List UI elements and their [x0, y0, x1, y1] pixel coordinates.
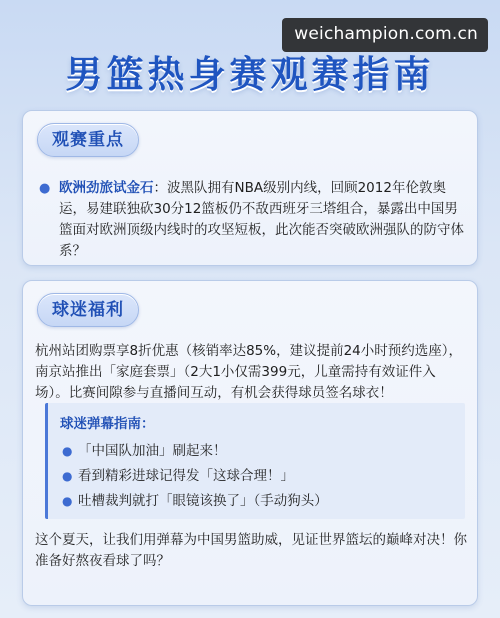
bullet-dot-icon: ●	[62, 444, 73, 458]
list-item	[39, 178, 465, 262]
guide-title: 球迷弹幕指南：	[60, 416, 155, 432]
bullet-body: ：波黑队拥有NBA级别内线，回顾2012年伦敦奥运，易建联独砍30分12篮板仍不敌西班牙三塔组合，暴露出中国男篮面对欧洲顶级内线时的攻坚短板，此次能否突破欧洲强队的防守体系？	[59, 180, 464, 259]
section-heading-viewing-focus: 观赛重点	[37, 123, 139, 157]
guide-list	[62, 439, 462, 514]
guide-item-text: 「中国队加油」刷起来！	[78, 443, 227, 459]
danmaku-guide-box	[45, 403, 465, 519]
guide-item-text: 吐槽裁判就打「眼镜该换了」（手动狗头）	[78, 493, 328, 509]
section-heading-fan-benefits: 球迷福利	[37, 293, 139, 327]
page-title: 男篮热身赛观赛指南	[65, 53, 435, 96]
closing-text: 这个夏天，让我们用弹幕为中国男篮助威，见证世界篮坛的巅峰对决！你准备好熬夜看球了吗？	[35, 532, 467, 569]
viewing-focus-card	[22, 110, 478, 266]
list-item	[62, 464, 462, 489]
bullet-dot-icon: ●	[62, 469, 73, 483]
list-item	[62, 489, 462, 514]
bullet-dot-icon: ●	[62, 494, 73, 508]
fan-benefits-card	[22, 280, 478, 606]
guide-item-text: 看到精彩进球记得发「这球合理！」	[78, 468, 294, 484]
list-item	[62, 439, 462, 464]
bullet-highlight: 欧洲劲旅试金石	[59, 180, 154, 196]
bullet-dot-icon: ●	[39, 181, 51, 196]
benefits-intro: 杭州站团购票享8折优惠（核销率达85%，建议提前24小时预约选座），南京站推出「家庭套票」（2大1小仅需399元，儿童需持有效证件入场）。比赛间隙参与直播间互动，有机会获得球员签名球衣！	[35, 343, 463, 401]
watermark: weichampion.com.cn	[282, 18, 488, 52]
bullet-text	[39, 178, 465, 262]
